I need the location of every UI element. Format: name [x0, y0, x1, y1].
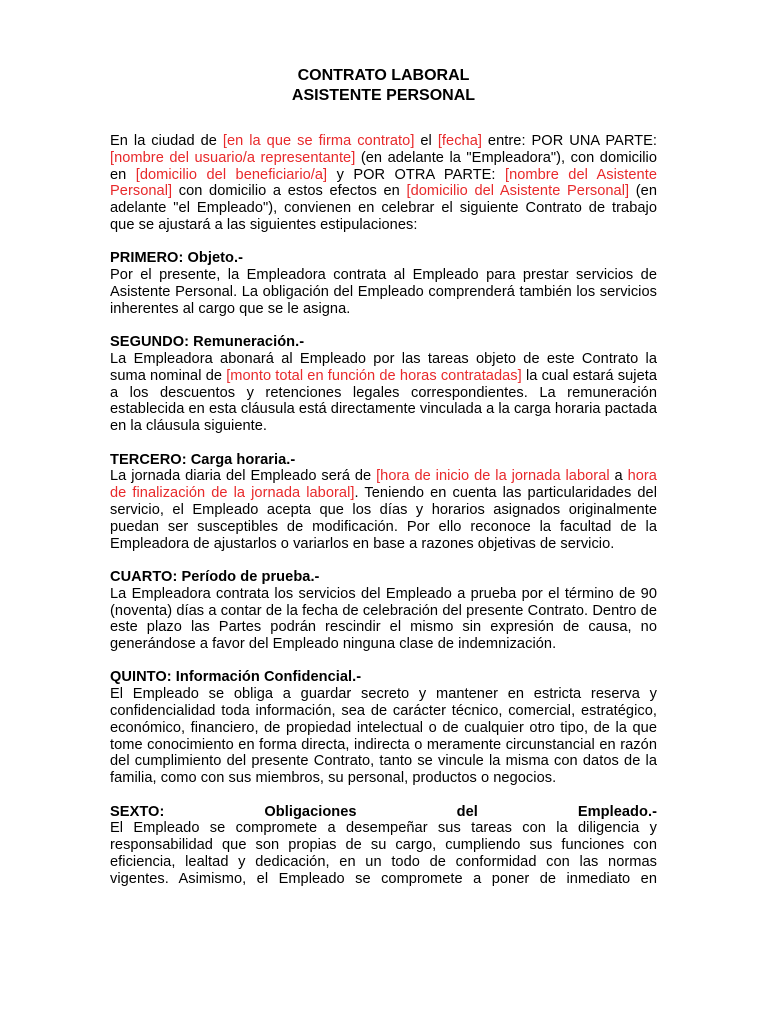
- clause-heading: QUINTO: Información Confidencial.-: [110, 669, 362, 686]
- intro-text: el: [414, 133, 438, 149]
- placeholder-nombre-usuario: [nombre del usuario/a representante]: [110, 149, 356, 166]
- intro-text: En la ciudad de: [110, 133, 223, 149]
- title-line-2: ASISTENTE PERSONAL: [291, 87, 476, 104]
- placeholder-fecha: [fecha]: [437, 133, 482, 149]
- placeholder-monto: [monto total en función de horas contratadas]: [226, 367, 522, 384]
- clause-body: Por el presente, la Empleadora contrata al Empleado para prestar servicios de Asistente Personal. La obligación del Empleado comprenderá también los servicios inherentes al cargo que se le asigna.: [110, 267, 657, 317]
- intro-text: (en adelante la "Empleadora"), con domicilio en: [110, 149, 658, 183]
- placeholder-domicilio-beneficiario: [domicilio del beneficiario/a]: [135, 166, 328, 183]
- intro-paragraph: [110, 133, 657, 234]
- document-title: [110, 66, 657, 106]
- clause-heading: CUARTO: Período de prueba.-: [110, 568, 320, 585]
- intro-text: (en adelante "el Empleado"), convienen en celebrar el siguiente Contrato de trabajo que se ajustará a las siguientes estipulaciones:: [110, 183, 658, 233]
- clause-primero: [110, 250, 657, 317]
- clause-body: La jornada diaria del Empleado será de: [110, 468, 377, 485]
- clause-body: La Empleadora abonará al Empleado por las tareas objeto de este Contrato la suma nominal de: [110, 350, 657, 384]
- placeholder-hora-inicio: [hora de inicio de la jornada laboral: [376, 468, 610, 485]
- clause-body: . Teniendo en cuenta las particularidades del servicio, el Empleado acepta que los días y horarios asignados originalmente puedan ser susceptibles de modificación. Por ello reconoce la facultad de la Empleadora de ajustarlos o variarlos en base a razones objetivas de servicio.: [110, 485, 658, 552]
- clause-heading: SEXTO: Obligaciones del Empleado.-: [110, 803, 657, 820]
- clause-heading: PRIMERO: Objeto.-: [110, 250, 243, 267]
- clause-sexto: [110, 804, 657, 888]
- clause-body: La Empleadora contrata los servicios del Empleado a prueba por el término de 90 (noventa) días a contar de la fecha de celebración del presente Contrato. Dentro de este plazo las Partes podrán rescindir el mismo sin expresión de causa, no generándose a favor del Empleado ninguna clase de indemnización.: [110, 585, 657, 653]
- placeholder-domicilio-asistente: [domicilio del Asistente Personal]: [406, 183, 630, 200]
- placeholder-lugar: [en la que se firma contrato]: [222, 133, 415, 149]
- clause-cuarto: [110, 569, 657, 653]
- clause-body: la cual estará sujeta a los descuentos y retenciones legales correspondientes. La remuneración establecida en esta cláusula está directamente vinculada a la carga horaria pactada en la cláusula siguiente.: [110, 367, 658, 435]
- clause-heading: TERCERO: Carga horaria.-: [110, 451, 296, 468]
- clause-body: El Empleado se obliga a guardar secreto y mantener en estricta reserva y confidencialidad toda información, sea de carácter técnico, comercial, estratégico, económico, financiero, de propiedad intelectual o de cualquier otro tipo, de la que tome conocimiento en forma directa, indirecta o meramente circunstancial en razón del cumplimiento del presente Contrato, tanto se vincule la misma con datos de la familia, como con sus miembros, su personal, productos o negocios.: [110, 686, 657, 787]
- clause-quinto: [110, 669, 657, 787]
- clause-body: a: [609, 468, 628, 485]
- clause-segundo: [110, 334, 657, 435]
- title-line-1: CONTRATO LABORAL: [297, 67, 470, 84]
- intro-text: con domicilio a estos efectos en: [172, 183, 407, 200]
- placeholder-hora-fin: hora de finalización de la jornada laboral]: [110, 468, 657, 502]
- clause-tercero: [110, 452, 657, 553]
- intro-text: entre: POR UNA PARTE:: [481, 133, 657, 149]
- intro-text: y POR OTRA PARTE:: [327, 166, 505, 183]
- clause-heading: SEGUNDO: Remuneración.-: [110, 334, 305, 351]
- contract-page: [110, 66, 657, 904]
- placeholder-nombre-asistente: [nombre del Asistente Personal]: [110, 166, 657, 200]
- clause-body: El Empleado se compromete a desempeñar sus tareas con la diligencia y responsabilidad que son propias de su cargo, cumpliendo sus funciones con eficiencia, lealtad y dedicación, en un todo de conformidad con las normas vigentes. Asimismo, el Empleado se compromete a poner de inmediato en: [110, 820, 657, 887]
